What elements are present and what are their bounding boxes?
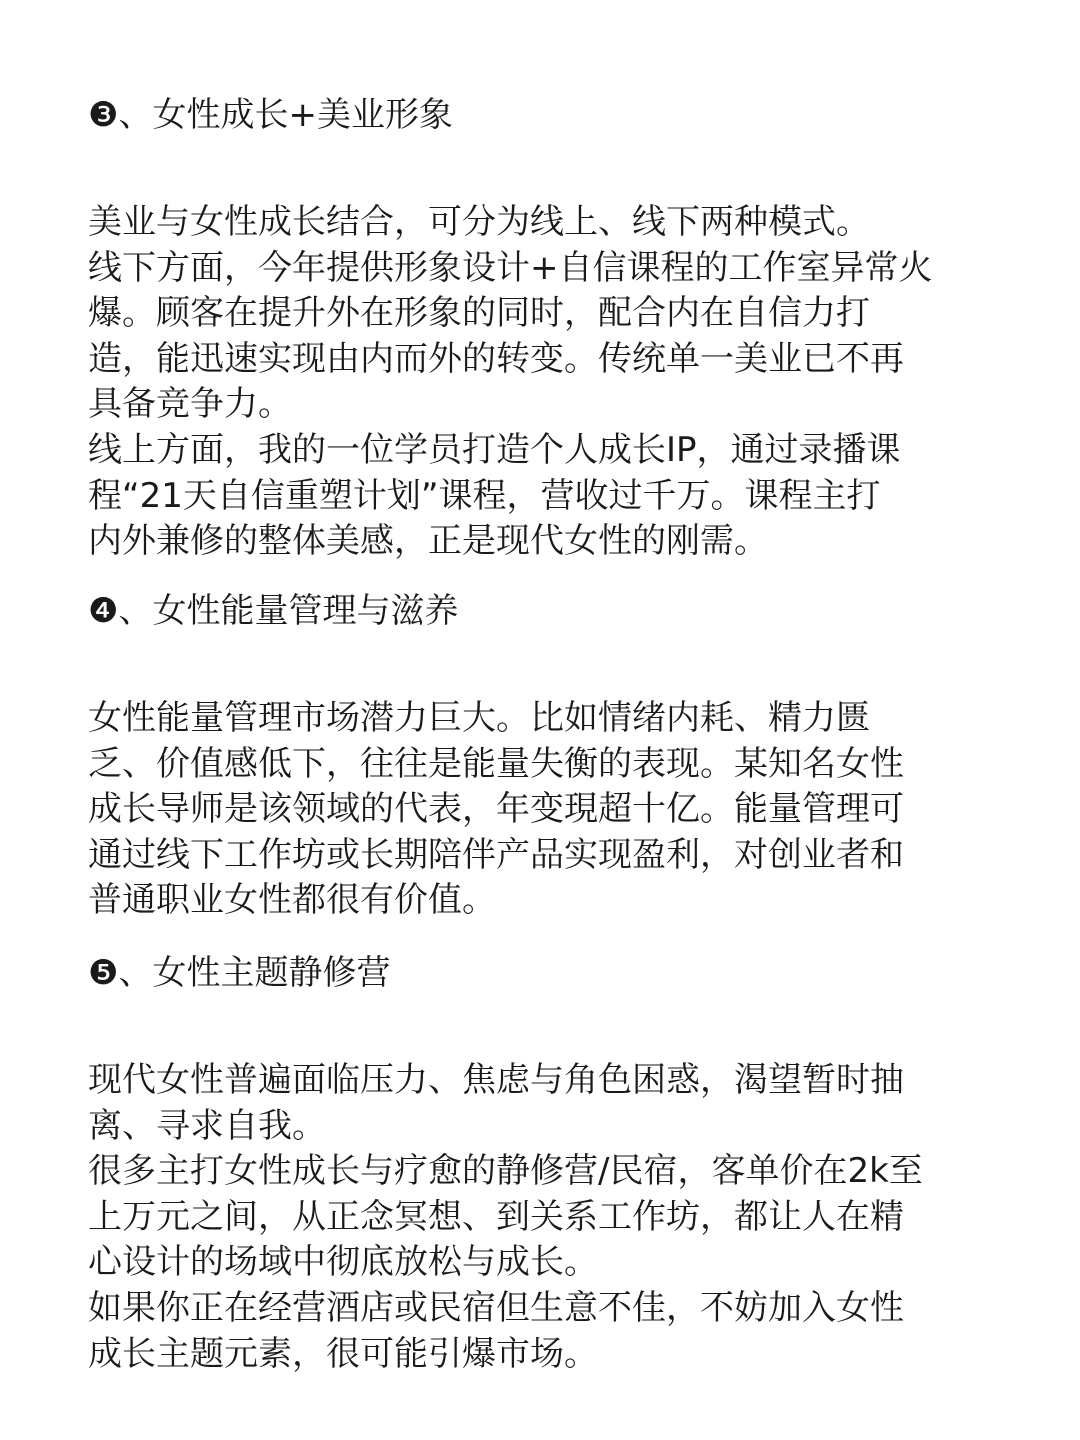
paragraph-line: 上万元之间，从正念冥想、到关系工作坊，都让人在精 <box>88 1196 904 1237</box>
paragraph-line: 爆。顾客在提升外在形象的同时，配合内在自信力打 <box>88 293 870 334</box>
paragraph-line: 现代女性普遍面临压力、焦虑与角色困惑，渴望暂时抽 <box>88 1060 904 1100</box>
paragraph-line: 女性能量管理市场潜力巨大。比如情绪内耗、精力匮 <box>88 698 870 738</box>
paragraph-line: 美业与女性成长结合，可分为线上、线下两种模式。 <box>88 202 870 242</box>
paragraph-line: 内外兼修的整体美感，正是现代女性的刚需。 <box>88 521 768 562</box>
paragraph-line: 普通职业女性都很有价值。 <box>88 880 496 921</box>
paragraph-line: 心设计的场域中彻底放松与成长。 <box>88 1242 598 1283</box>
paragraph-line: 线上方面，我的一位学员打造个人成长IP，通过录播课 <box>88 429 901 470</box>
paragraph-line: 如果你正在经营酒店或民宿但生意不佳，不妨加入女性 <box>88 1287 904 1328</box>
paragraph-line: 具备竞争力。 <box>88 384 292 425</box>
paragraph-line: 成长导师是该领域的代表，年变現超十亿。能量管理可 <box>88 789 904 830</box>
paragraph-line: 造，能迅速实现由内而外的转变。传统单一美业已不再 <box>88 338 904 379</box>
paragraph-line: 通过线下工作坊或长期陪伴产品实现盈利，对创业者和 <box>88 834 904 875</box>
paragraph-line: 很多主打女性成长与疗愈的静修营/民宿，客单价在2k至 <box>88 1151 923 1192</box>
paragraph-line: 成长主题元素，很可能引爆市场。 <box>88 1333 598 1374</box>
section-heading: ❹、女性能量管理与滋养 <box>88 591 459 631</box>
section-3 <box>88 92 933 565</box>
section-5 <box>88 950 923 1377</box>
paragraph-line: 乏、价值感低下，往往是能量失衡的表现。某知名女性 <box>88 743 904 784</box>
paragraph-line: 离、寻求自我。 <box>88 1105 326 1146</box>
section-heading: ❺、女性主题静修营 <box>88 953 391 993</box>
paragraph-line: 程“21天自信重塑计划”课程，营收过千万。课程主打 <box>88 475 881 516</box>
section-4 <box>88 588 904 924</box>
section-heading: ❸、女性成长+美业形象 <box>88 95 453 135</box>
paragraph-line: 线下方面，今年提供形象设计+自信课程的工作室异常火 <box>88 247 933 288</box>
